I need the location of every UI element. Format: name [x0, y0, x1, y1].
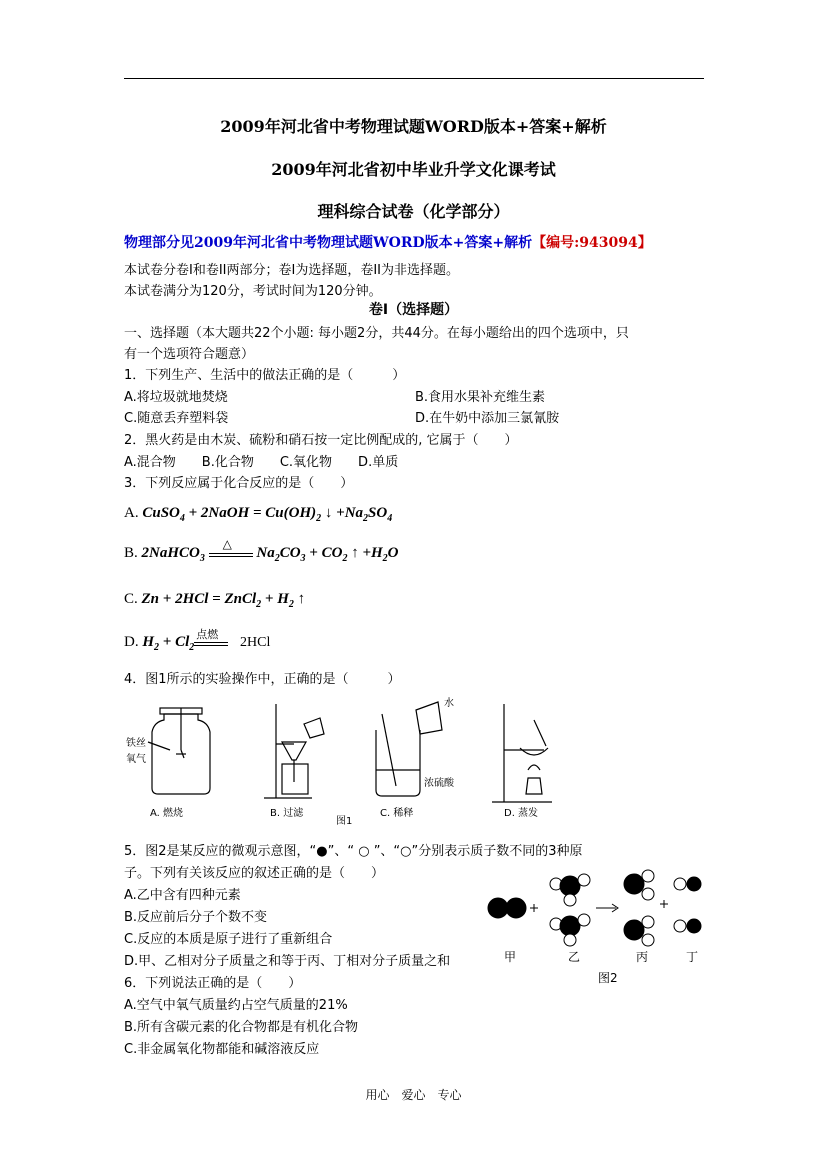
q2-stem: 2．黑火药是由木炭、硫粉和硝石按一定比例配成的, 它属于（ ）: [124, 433, 518, 448]
label-nongliusuan: 浓硫酸: [424, 778, 454, 789]
q1-option-b: B.食用水果补充维生素: [415, 390, 546, 405]
section-desc-1: 一、选择题（本大题共22个小题: 每小题2分，共44分。在每小题给出的四个选项中，只: [124, 326, 629, 341]
intro-line-2: 本试卷满分为120分，考试时间为120分钟。: [124, 284, 382, 299]
q5-option-b: B.反应前后分子个数不变: [124, 910, 268, 925]
q1-option-a: A.将垃圾就地焚烧: [124, 390, 228, 405]
q1-stem: 1．下列生产、生活中的做法正确的是（ ）: [124, 368, 406, 383]
ignite-condition: 点燃: [196, 627, 219, 641]
q6-option-a: A.空气中氧气质量约占空气质量的21%: [124, 998, 348, 1013]
doc-title: 2009年河北省中考物理试题WORD版本+答案+解析: [220, 117, 607, 136]
label-d-evaporation: D. 蒸发: [504, 808, 539, 819]
q5-option-d: D.甲、乙相对分子质量之和等于丙、丁相对分子质量之和: [124, 954, 451, 969]
label-b-filtration: B. 过滤: [270, 808, 304, 819]
intro-line-1: 本试卷分卷I和卷II两部分；卷I为选择题，卷II为非选择题。: [124, 263, 460, 278]
figure-1-caption: 图1: [336, 816, 353, 825]
lab-apparatus-drawing: [124, 690, 594, 825]
equation-d-label: D.: [124, 634, 139, 650]
heat-condition: △: [222, 536, 232, 551]
q5-stem-1: 5．图2是某反应的微观示意图，“●”、“ ○ ”、“○”分别表示质子数不同的3种原: [124, 844, 583, 859]
label-jia: 甲: [504, 950, 517, 964]
equation-c: C. Zn + 2HCl = ZnCl$_2$ + $H_2$ ↑: [124, 591, 306, 610]
physics-notice-text[interactable]: 物理部分见2009年河北省中考物理试题WORD版本+答案+解析: [124, 235, 533, 251]
q4-stem: 4．图1所示的实验操作中，正确的是（ ）: [124, 672, 401, 687]
figure-2: [484, 868, 714, 988]
equation-d-product: 2HCl: [240, 635, 271, 650]
molecule-diagram: [484, 868, 714, 988]
figure-1: [124, 690, 594, 825]
label-yi: 乙: [568, 950, 581, 964]
exam-title: 2009年河北省初中毕业升学文化课考试: [271, 160, 556, 179]
q5-stem-2: 子。下列有关该反应的叙述正确的是（ ）: [124, 866, 385, 881]
q1-option-d: D.在牛奶中添加三氯氰胺: [415, 411, 560, 426]
label-a-combustion: A. 燃烧: [150, 808, 184, 819]
label-tiesi: 铁丝: [126, 738, 146, 749]
q2-options: A.混合物 B.化合物 C.氧化物 D.单质: [124, 455, 399, 470]
equation-d: D. $H_2 + Cl_2$ 点燃 2HCl: [124, 627, 271, 653]
q1-option-c: C.随意丢弃塑料袋: [124, 411, 229, 426]
equation-b-label: B.: [124, 545, 138, 561]
figure-2-caption: 图2: [598, 971, 618, 985]
header-rule: [124, 78, 704, 79]
q6-option-b: B.所有含碳元素的化合物都是有机化合物: [124, 1020, 359, 1035]
label-c-dilution: C. 稀释: [380, 808, 414, 819]
equation-a: A. CuSO$_4$ + 2NaOH = $Cu(OH)_2$ ↓ $+Na_2SO_4$: [124, 505, 393, 524]
equation-b: B. 2NaHCO$_3$ △ $Na_2CO_3 + CO_2$ ↑ $+H_2O$: [124, 536, 399, 564]
q3-stem: 3．下列反应属于化合反应的是（ ）: [124, 476, 354, 491]
notice-number: 【编号:943094】: [532, 235, 652, 251]
q6-stem: 6．下列说法正确的是（ ）: [124, 976, 302, 991]
q6-option-c: C.非金属氧化物都能和碱溶液反应: [124, 1042, 320, 1057]
equation-c-label: C.: [124, 591, 138, 607]
paper-title: 理科综合试卷（化学部分）: [317, 202, 510, 221]
section-title: 卷I（选择题）: [368, 302, 459, 318]
section-desc-2: 有一个选项符合题意）: [124, 347, 255, 362]
label-bing: 丙: [636, 950, 649, 964]
q5-option-a: A.乙中含有四种元素: [124, 888, 241, 903]
label-ding: 丁: [686, 950, 699, 964]
label-shui: 水: [444, 698, 454, 709]
q5-option-c: C.反应的本质是原子进行了重新组合: [124, 932, 333, 947]
page-footer: 用心 爱心 专心: [365, 1088, 462, 1102]
label-yangqi: 氧气: [126, 754, 146, 765]
equation-a-label: A.: [124, 505, 139, 521]
physics-notice[interactable]: [124, 232, 652, 252]
